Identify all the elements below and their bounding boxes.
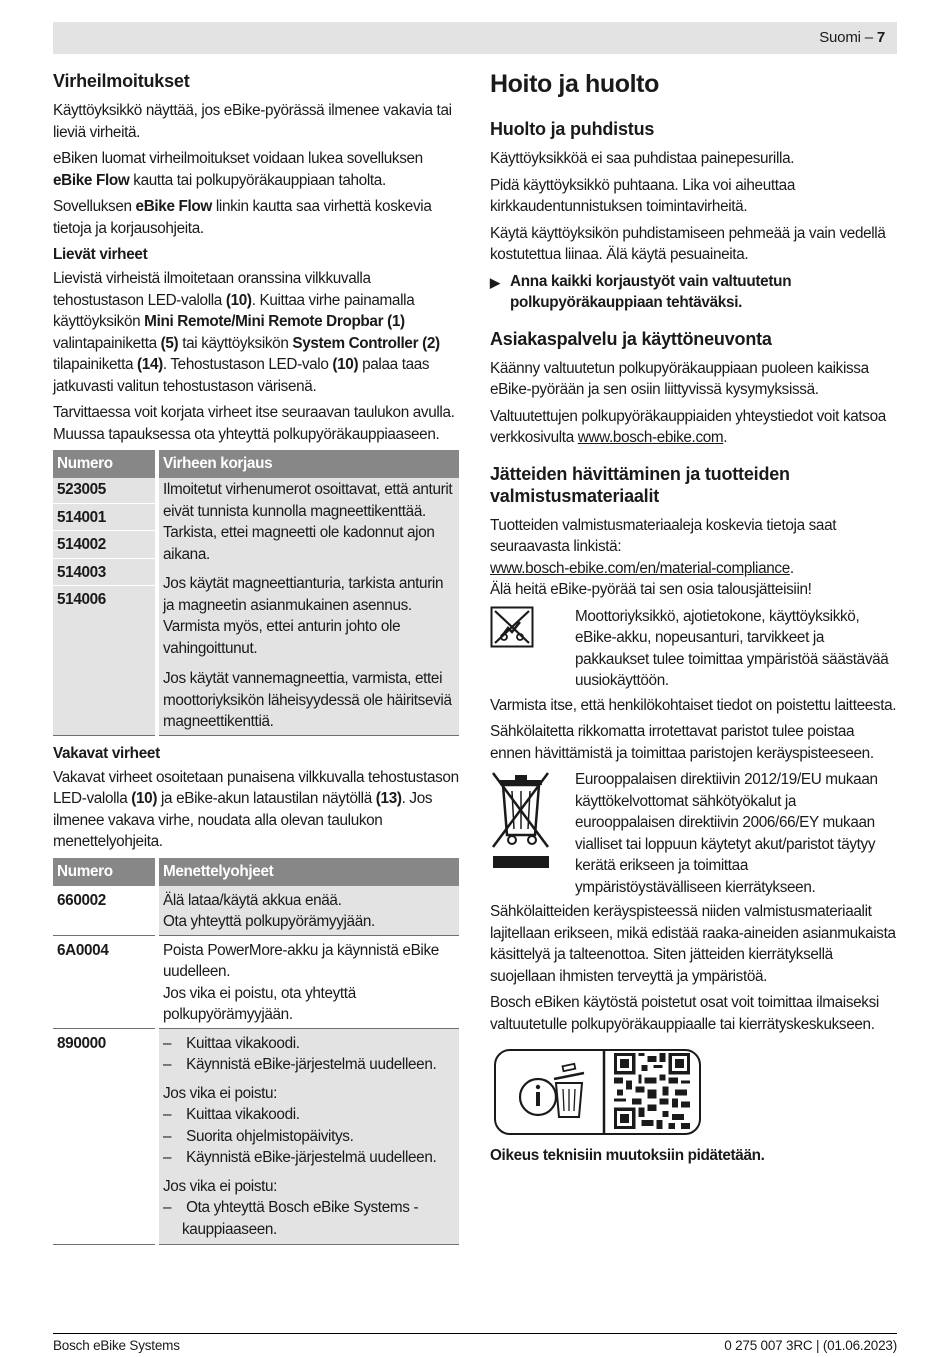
error-code: 514003	[53, 559, 155, 587]
app-name: eBike Flow	[135, 198, 212, 215]
procedure-line: Jos vika ei poistu, ota yhteyttä polkupyörämyyjään.	[163, 984, 356, 1023]
ref-number: (10)	[131, 790, 158, 807]
cleaning-p2: Pidä käyttöyksikkö puhtaana. Lika voi aiheuttaa kirkkaudentunnistuksen toimintavirheitä.	[490, 176, 795, 215]
website-link[interactable]: www.bosch-ebike.com	[577, 429, 724, 446]
error-codes-cell	[53, 478, 157, 735]
minor-errors-paragraph	[53, 268, 459, 397]
footer-right: 0 275 007 3RC | (01.06.2023)	[724, 1338, 897, 1353]
text-span: tilapainiketta	[53, 356, 138, 373]
ref-number: (10)	[225, 291, 252, 309]
fix-cell	[157, 478, 459, 735]
left-column	[53, 66, 459, 1253]
errors-link-paragraph	[53, 196, 459, 239]
material-compliance-link[interactable]: www.bosch-ebike.com/en/material-compliance	[490, 559, 790, 577]
crossed-tool-recycle-svg	[490, 606, 534, 648]
instruction-text: Anna kaikki korjaustyöt vain valtuutetun polkupyöräkauppiaan tehtäväksi.	[510, 272, 792, 311]
page-header-text	[819, 29, 885, 46]
component-name: Mini Remote/Mini Remote Dropbar (1)	[144, 313, 405, 330]
minor-errors-table	[53, 450, 459, 736]
text-span: Sovelluksen	[53, 198, 136, 215]
error-code: 890000	[53, 1028, 157, 1245]
text-span: Vakavat virheet osoitetaan punaisena vilkkuvalla tehostustason LED-valolla	[53, 768, 459, 807]
text-span: Lievistä virheistä ilmoitetaan oranssina vilkkuvalla tehostustason LED-valolla	[53, 270, 371, 309]
text-span: linkin kautta saa virhettä koskevia tietoja ja korjausohjeita.	[53, 198, 432, 237]
text-span: Valtuutettujen polkupyöräkauppiaiden yhteystiedot voit katsoa verkkosivulta	[490, 407, 886, 446]
text-span: . Jos ilmenee vakava virhe, noudata alla olevan taulukon menettelyohjeita.	[53, 790, 433, 850]
header-separator: –	[860, 29, 877, 46]
procedure-step: – Suorita ohjelmistopäivitys.	[163, 1127, 354, 1145]
arrow-bullet-icon: ▶	[490, 274, 500, 290]
procedure-cell	[157, 1028, 459, 1245]
repair-instruction	[490, 271, 898, 314]
minor-errors-heading: Lievät virheet	[53, 246, 148, 263]
severe-errors-heading: Vakavat virheet	[53, 744, 160, 762]
fix-text: Ilmoitetut virhenumerot osoittavat, että anturit eivät tunnista kunnolla magneettikenttää. Tarkista, ettei magneetti ole kadonnut ajon aikana.	[163, 481, 453, 563]
text-span: Tuotteiden valmistusmateriaaleja koskevia tietoja saat seuraavasta linkistä:	[490, 516, 837, 555]
procedure-step: – Käynnistä eBike-järjestelmä uudelleen.	[163, 1149, 437, 1166]
text-span: tai käyttöyksikön	[178, 334, 293, 352]
errors-app-paragraph	[53, 148, 459, 191]
text-span: . Kuittaa virhe painamalla käyttöyksikön	[53, 291, 415, 330]
ref-number: (5)	[160, 334, 179, 352]
cleaning-heading: Huolto ja puhdistus	[490, 119, 655, 139]
table-row	[53, 478, 459, 735]
text-span: .	[789, 559, 794, 577]
care-heading: Hoito ja huolto	[490, 70, 659, 98]
column-header: Virheen korjaus	[157, 450, 459, 478]
text-span: . Tehostustason LED-valo	[162, 356, 333, 373]
procedure-step: – Ota yhteyttä Bosch eBike Systems -kauppiaaseen.	[163, 1199, 419, 1238]
text-span: palaa taas jatkuvasti valitun tehostustason värisenä.	[53, 356, 430, 395]
service-p2	[490, 406, 898, 449]
procedure-intro: Jos vika ei poistu:	[163, 1177, 278, 1195]
column-header: Menettelyohjeet	[157, 858, 459, 886]
errors-heading: Virheilmoitukset	[53, 71, 190, 91]
minor-errors-help: Tarvittaessa voit korjata virheet itse seuraavan taulukon avulla. Muussa tapauksessa ota yhteyttä polkupyöräkauppiaaseen.	[53, 404, 455, 443]
page-number: 7	[876, 29, 885, 46]
header-language: Suomi	[819, 29, 861, 46]
recycle-note-text: Moottoriyksikkö, ajotietokone, käyttöyksikkö, eBike-akku, nopeusanturi, tarvikkeet ja pakkaukset tulee toimittaa ympäristöä säästävää uusiokäyttöön.	[575, 607, 889, 689]
text-span: eBiken luomat virheilmoitukset voidaan lukea sovelluksen	[53, 150, 423, 167]
severe-errors-table	[53, 858, 459, 1246]
procedure-cell	[157, 935, 459, 1028]
procedure-step: – Kuittaa vikakoodi.	[163, 1106, 300, 1123]
ref-number: (10)	[332, 356, 359, 373]
right-column	[490, 66, 898, 1172]
disposal-p7: Sähkölaitteiden keräyspisteessä niiden valmistusmateriaalit lajitellaan erikseen, mikä edistää raaka-aineiden asianmukaista käsittelyä ja talteenottoa. Siten jätteiden kierrätyksellä suojellaan ihmisten terveyttä ja ympäristöä.	[490, 903, 896, 985]
recycling-info-box	[494, 1049, 701, 1135]
procedure-line: Ota yhteyttä polkupyörämyyjään.	[163, 913, 375, 930]
ref-number: (14)	[137, 356, 163, 373]
table-row	[53, 886, 459, 936]
errors-intro: Käyttöyksikkö näyttää, jos eBike-pyörässä ilmenee vakavia tai lieviä virheitä.	[53, 102, 452, 141]
procedure-block	[163, 1033, 455, 1076]
procedure-step: – Kuittaa vikakoodi.	[163, 1034, 300, 1052]
error-code: 514001	[53, 504, 155, 532]
severe-errors-paragraph	[53, 767, 459, 853]
fix-text: Jos käytät vannemagneettia, varmista, ettei moottoriyksikön läheisyydessä ole häiritseviä magneettikenttiä.	[163, 670, 452, 730]
table-row	[53, 1028, 459, 1245]
crossed-tool-recycle-icon	[490, 606, 575, 653]
disposal-p4: Varmista itse, että henkilökohtaiset tiedot on poistettu laitteesta.	[490, 696, 897, 714]
weee-note	[490, 769, 898, 898]
error-code: 514002	[53, 531, 155, 559]
column-header: Numero	[53, 450, 157, 478]
cleaning-p1: Käyttöyksikköä ei saa puhdistaa painepesurilla.	[490, 150, 795, 167]
text-span: .	[723, 429, 728, 446]
text-span: ja eBike-akun lataustilan näytöllä	[157, 790, 376, 807]
error-code: 660002	[53, 886, 157, 936]
error-code: 514006	[57, 591, 106, 608]
error-code: 6A0004	[53, 935, 157, 1028]
table-header-row	[53, 450, 459, 478]
cleaning-p3: Käytä käyttöyksikön puhdistamiseen pehmeää ja vain vedellä kostutettua liinaa. Älä käytä pesuaineita.	[490, 224, 886, 263]
error-code: 523005	[53, 478, 155, 504]
procedure-step: – Käynnistä eBike-järjestelmä uudelleen.	[163, 1056, 437, 1073]
app-name: eBike Flow	[53, 171, 130, 189]
footer-left: Bosch eBike Systems	[53, 1338, 180, 1353]
disposal-p2: Älä heitä eBike-pyörää tai sen osia talousjätteisiin!	[490, 581, 812, 598]
ref-number: (13)	[375, 790, 402, 807]
crossed-out-bin-svg	[490, 769, 552, 875]
procedure-block	[163, 1083, 455, 1169]
disposal-p1	[490, 515, 898, 580]
column-header: Numero	[53, 858, 157, 886]
table-row	[53, 935, 459, 1028]
procedure-line: Poista PowerMore-akku ja käynnistä eBike uudelleen.	[163, 941, 439, 980]
disposal-p8: Bosch eBiken käytöstä poistetut osat voit toimittaa ilmaiseksi valtuutetulle polkupyöräkauppiaalle tai kierrätyskeskukseen.	[490, 994, 879, 1033]
qr-code-icon	[614, 1053, 690, 1129]
text-span: kautta tai polkupyöräkauppiaan taholta.	[129, 171, 386, 189]
crossed-out-bin-icon	[490, 769, 575, 880]
procedure-cell	[157, 886, 459, 936]
footer-rule	[53, 1333, 897, 1334]
procedure-intro: Jos vika ei poistu:	[163, 1084, 278, 1102]
procedure-line: Älä lataa/käytä akkua enää.	[163, 891, 342, 909]
disposal-p5: Sähkölaitetta rikkomatta irrotettavat paristot tulee poistaa ennen hävittämistä ja toimittaa paristojen keräyspisteeseen.	[490, 723, 874, 762]
recycle-note	[490, 606, 898, 692]
fix-text: Jos käytät magneettianturia, tarkista anturin ja magneetin asianmukainen asennus. Varmista myös, ettei anturin johto ole vahingoittunut.	[163, 575, 444, 657]
rights-reserved: Oikeus teknisiin muutoksiin pidätetään.	[490, 1147, 765, 1164]
service-p1: Käänny valtuutetun polkupyöräkauppiaan puoleen kaikissa eBike-pyörään ja sen osiin liittyvissä kysymyksissä.	[490, 359, 869, 398]
table-header-row	[53, 858, 459, 886]
text-span: valintapainiketta	[53, 334, 161, 352]
service-heading: Asiakaspalvelu ja käyttöneuvonta	[490, 328, 772, 349]
weee-note-text: Eurooppalaisen direktiivin 2012/19/EU mukaan käyttökelvottomat sähkötyökalut ja eurooppalaisen direktiivin 2006/66/EY mukaan vialliset tai loppuun käytetyt akut/paristot täytyy kerätä erikseen ja toimittaa ympäristöystävälliseen kierrätykseen.	[575, 771, 878, 896]
component-name: System Controller (2)	[292, 334, 440, 352]
page-header-bar	[53, 22, 897, 54]
disposal-heading: Jätteiden hävittäminen ja tuotteiden valmistusmateriaalit	[490, 463, 790, 506]
procedure-block	[163, 1176, 455, 1241]
